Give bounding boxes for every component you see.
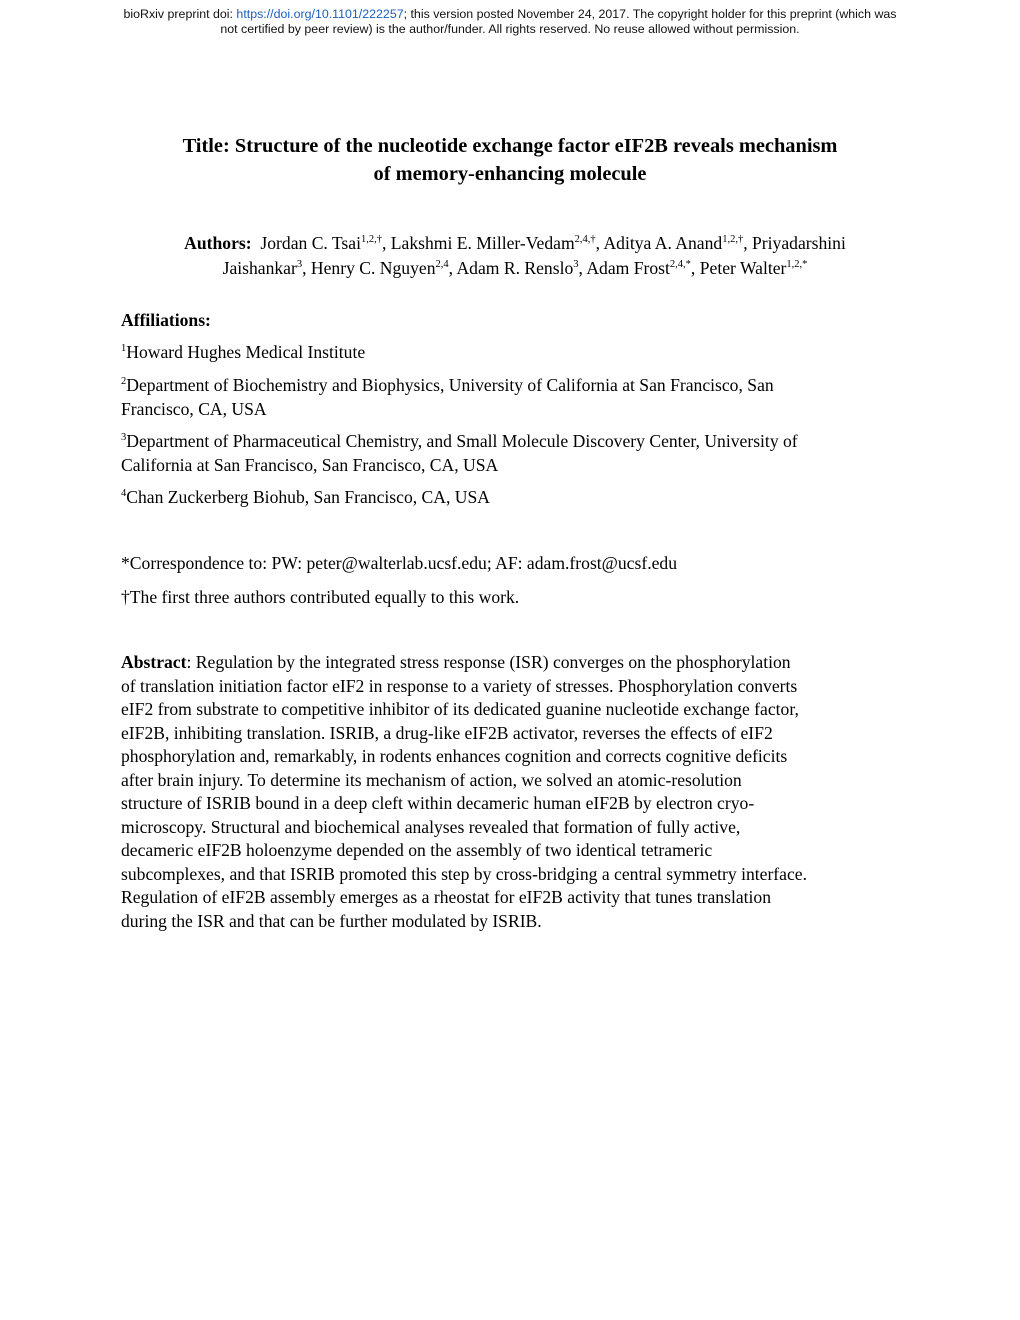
preprint-notice-line2: not certified by peer review) is the author/funder. All rights reserved. No reuse allowed without permission.	[220, 22, 800, 36]
equal-contribution-note: †The first three authors contributed equally to this work.	[121, 587, 520, 607]
affiliation-2: $^2$Department of Biochemistry and Biophysics, University of California at San Francisco, San Francisco, CA, USA	[121, 375, 774, 419]
author-line2: Jaishankar$^3$, Henry C. Nguyen$^{2,4}$, Adam R. Renslo$^3$, Adam Frost$^{2,4,*}$, Peter Walter$^{1,2,*}$	[222, 258, 808, 278]
abstract: Abstract: Regulation by the integrated stress response (ISR) converges on the phosphorylation of translation initiation factor eIF2 in response to a variety of stresses. Phosphorylation converts eIF2 from substrate to competitive inhibitor of its dedicated guanine nucleotide exchange factor, eIF2B, inhibiting translation. ISRIB, a drug-like eIF2B activator, reverses the effects of eIF2 phosphorylation and, remarkably, in rodents enhances cognition and corrects cognitive deficits after brain injury. To determine its mechanism of action, we solved an atomic-resolution structure of ISRIB bound in a deep cleft within decameric human eIF2B by electron cryo- microscopy. Structural and biochemical analyses revealed that formation of fully active, decameric eIF2B holoenzyme depended on the assembly of two identical tetrameric subcomplexes, and that ISRIB promoted this step by cross-bridging a central symmetry interface. Regulation of eIF2B assembly emerges as a rheostat for eIF2B activity that tunes translation during the ISR and that can be further modulated by ISRIB.	[121, 652, 807, 931]
title-line1: Title: Structure of the nucleotide exchange factor eIF2B reveals mechanism	[182, 135, 838, 157]
author-line1: Authors: Jordan C. Tsai$^{1,2,\dagger}$, Lakshmi E. Miller-Vedam$^{2,4,\dagger}$, Aditya A. Anand$^{1,2,\dagger}$, Priyadarshini	[184, 233, 846, 253]
title-line2: of memory-enhancing molecule	[373, 163, 647, 185]
affiliation-4: $^4$Chan Zuckerberg Biohub, San Francisco, CA, USA	[121, 487, 490, 507]
abstract-label: Abstract	[121, 652, 187, 672]
paper-title	[100, 132, 920, 188]
affiliation-1: $^1$Howard Hughes Medical Institute	[121, 342, 366, 362]
doi-link[interactable]: https://doi.org/10.1101/222257	[236, 7, 404, 21]
preprint-notice	[0, 7, 1020, 37]
authors-label: Authors:	[184, 233, 252, 253]
preprint-notice-line1: bioRxiv preprint doi: https://doi.org/10.1101/222257; this version posted November 24, 2017. The copyright holder for this preprint (which was	[123, 7, 897, 21]
affiliation-3: $^3$Department of Pharmaceutical Chemistry, and Small Molecule Discovery Center, University of California at San Francisco, San Francisco, CA, USA	[121, 431, 798, 475]
affiliations-heading: Affiliations:	[121, 310, 211, 330]
correspondence: *Correspondence to: PW: peter@walterlab.ucsf.edu; AF: adam.frost@ucsf.edu	[121, 553, 677, 573]
author-list	[120, 231, 910, 281]
